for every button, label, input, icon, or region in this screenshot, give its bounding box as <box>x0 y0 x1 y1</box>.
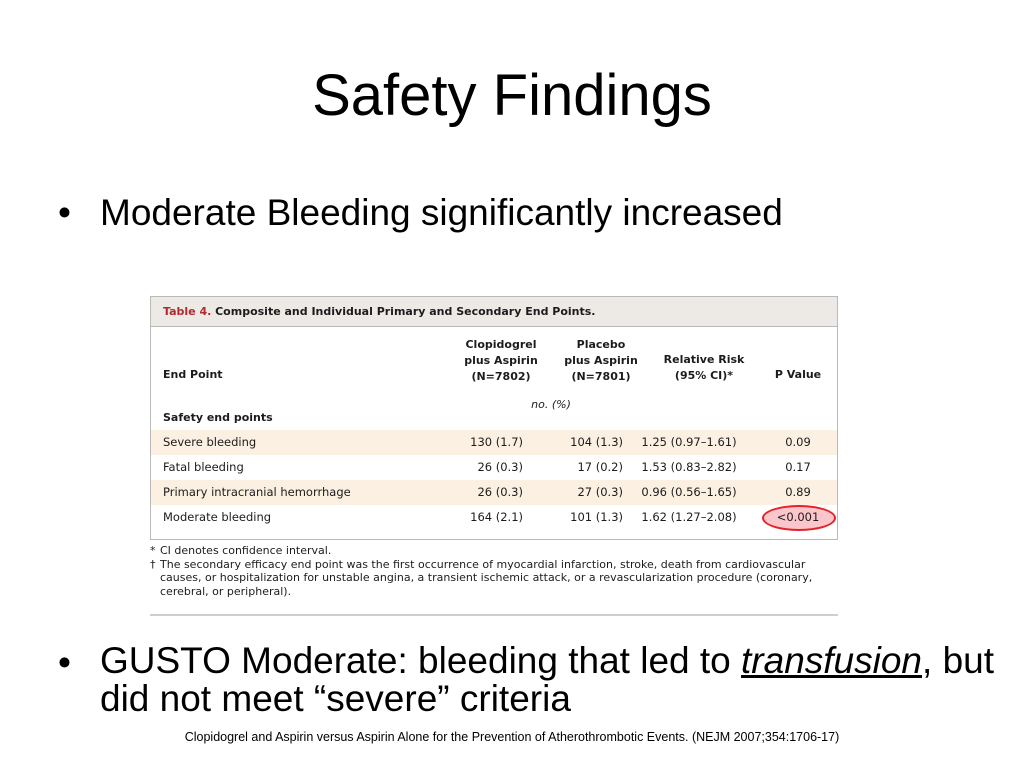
footnote-text: The secondary efficacy end point was the first occurrence of myocardial infarction, stroke, death from cardiovascular causes, or hospitalization for unstable angina, a transient ischemic attack, or a revascularization procedure (coronary, cerebral, or peripheral). <box>160 557 813 598</box>
table-caption-text: Composite and Individual Primary and Secondary End Points. <box>211 305 596 318</box>
header-p-value: P Value <box>774 368 822 381</box>
header-rr-line2: (95% CI)* <box>674 369 734 382</box>
footnote-ci <box>150 544 836 558</box>
cell-end-point: Moderate bleeding <box>163 510 272 524</box>
cell-clopidogrel: 130 (1.7) <box>470 435 523 449</box>
bullet-glyph: • <box>58 192 71 233</box>
cell-p-value: <0.001 <box>776 510 820 524</box>
units-label: no. (%) <box>531 398 571 411</box>
header-end-point: End Point <box>163 368 223 381</box>
bullet-text-line2: did not meet “severe” criteria <box>100 678 571 719</box>
cell-placebo: 104 (1.3) <box>570 435 623 449</box>
cell-clopidogrel: 26 (0.3) <box>477 460 523 474</box>
bullet-text-lead: GUSTO Moderate: bleeding that led to <box>100 640 742 681</box>
table-row <box>151 430 837 455</box>
table-bottom-rule <box>150 614 838 616</box>
header-clopidogrel-line3: (N=7802) <box>471 370 531 383</box>
cell-placebo: 17 (0.2) <box>577 460 623 474</box>
cell-p-value: 0.17 <box>785 460 811 474</box>
header-clopidogrel-line1: Clopidogrel <box>465 338 537 351</box>
cell-relative-risk: 1.62 (1.27–2.08) <box>641 510 737 524</box>
header-placebo-line1: Placebo <box>576 338 626 351</box>
nejm-table-figure <box>150 296 838 618</box>
cell-relative-risk: 1.25 (0.97–1.61) <box>641 435 737 449</box>
cell-placebo: 27 (0.3) <box>577 485 623 499</box>
header-placebo <box>551 337 651 385</box>
cell-end-point: Primary intracranial hemorrhage <box>163 485 351 499</box>
cell-relative-risk: 0.96 (0.56–1.65) <box>641 485 737 499</box>
cell-p-value: 0.09 <box>785 435 811 449</box>
header-relative-risk <box>644 352 764 384</box>
table-caption <box>151 297 837 327</box>
footnote-mark: * <box>150 544 156 557</box>
section-label: Safety end points <box>163 411 273 424</box>
header-placebo-line2: plus Aspirin <box>564 354 638 367</box>
bullet-glyph: • <box>58 642 71 683</box>
citation: Clopidogrel and Aspirin versus Aspirin Alone for the Prevention of Atherothrombotic Events. (NEJM 2007;354:1706-17) <box>184 730 840 744</box>
bullet-text: Moderate Bleeding significantly increased <box>100 192 783 233</box>
cell-p-value: 0.89 <box>785 485 811 499</box>
bullet-text-tail: , but <box>922 640 995 681</box>
cell-clopidogrel: 164 (2.1) <box>470 510 523 524</box>
table-frame <box>150 296 838 540</box>
cell-relative-risk: 1.53 (0.83–2.82) <box>641 460 737 474</box>
cell-end-point: Severe bleeding <box>163 435 257 449</box>
footnote-secondary-endpoint <box>150 558 836 599</box>
cell-clopidogrel: 26 (0.3) <box>477 485 523 499</box>
emphasis-transfusion: transfusion <box>741 640 923 681</box>
bullet-gusto-moderate <box>58 640 995 732</box>
header-placebo-line3: (N=7801) <box>571 370 631 383</box>
bullet-moderate-bleeding <box>58 192 978 238</box>
footnote-mark: † <box>150 557 156 571</box>
header-clopidogrel-line2: plus Aspirin <box>464 354 538 367</box>
table-number: Table 4. <box>163 305 212 318</box>
table-footnotes <box>150 544 836 598</box>
table-row <box>151 480 837 505</box>
footnote-text: CI denotes confidence interval. <box>160 544 332 557</box>
table-row <box>151 505 837 530</box>
header-clopidogrel <box>451 337 551 385</box>
table-row <box>151 455 837 480</box>
cell-placebo: 101 (1.3) <box>570 510 623 524</box>
header-rr-line1: Relative Risk <box>663 353 745 366</box>
cell-end-point: Fatal bleeding <box>163 460 244 474</box>
bullet-text <box>100 642 994 718</box>
slide-title: Safety Findings <box>312 63 712 128</box>
